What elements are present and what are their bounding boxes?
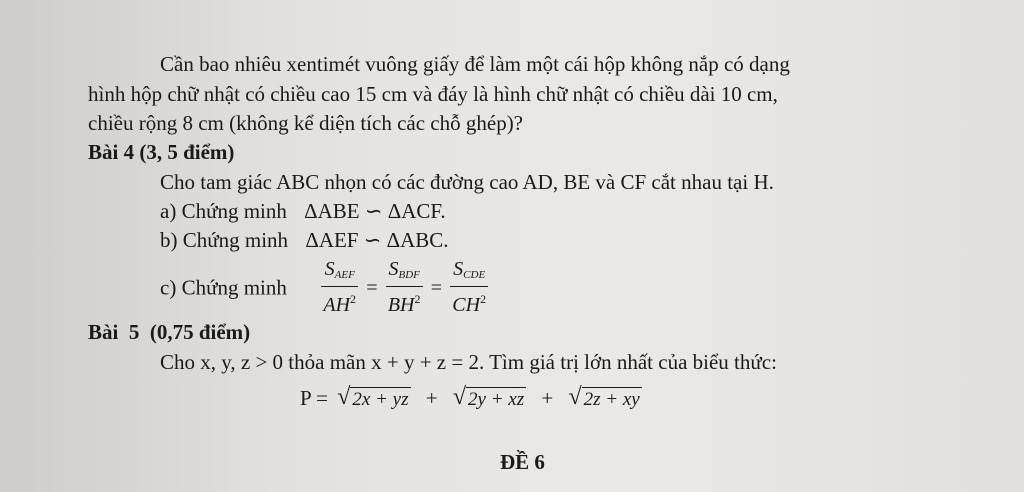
frac1-den: AH	[323, 294, 351, 316]
frac1-den-sup: 2	[350, 292, 357, 306]
radicand-3: 2z + xy	[583, 389, 640, 411]
frac3-num-sub: CDE	[463, 269, 486, 281]
plus-sign-1: +	[425, 386, 438, 411]
problem4-intro: Cho tam giác ABC nhọn có các đường cao AD, BE và CF cắt nhau tại H.	[160, 170, 774, 194]
frac2-num-sub: BDF	[398, 269, 420, 281]
fraction-cde	[450, 258, 488, 317]
frac2-den: BH	[387, 294, 415, 316]
fraction-aef	[321, 258, 358, 317]
frac2-num: S	[388, 258, 399, 280]
sqrt-term-2: √ 2y + xz	[452, 384, 525, 411]
sqrt-term-1: √ 2x + yz	[337, 384, 409, 411]
frac2-den-sup: 2	[414, 292, 421, 306]
part-a-math: ΔABE ∽ ΔACF.	[304, 199, 446, 223]
equals-sign-1: =	[366, 276, 378, 299]
part-a-label: a) Chứng minh	[160, 199, 287, 223]
problem3-line1: Cần bao nhiêu xentimét vuông giấy để làm một cái hộp không nắp có dạng	[160, 52, 790, 76]
plus-sign-2: +	[541, 386, 554, 411]
part-b-label: b) Chứng minh	[160, 228, 289, 252]
frac3-den: CH	[452, 294, 481, 316]
problem5-heading: Bài 5 (0,75 điểm)	[88, 320, 251, 344]
sqrt-term-3: √ 2z + xy	[568, 384, 640, 411]
problem5-intro: Cho x, y, z > 0 thỏa mãn x + y + z = 2. Tìm giá trị lớn nhất của biểu thức:	[160, 350, 777, 374]
part-b-math: ΔAEF ∽ ΔABC.	[305, 228, 449, 252]
fraction-bdf	[386, 258, 423, 317]
frac3-den-sup: 2	[480, 292, 487, 306]
frac1-num: S	[324, 258, 335, 280]
problem4-part-c	[160, 258, 490, 317]
radicand-1: 2x + yz	[352, 389, 409, 411]
problem3-line3: chiều rộng 8 cm (không kể diện tích các chỗ ghép)?	[88, 111, 524, 135]
part-c-label: c) Chứng minh	[160, 275, 287, 300]
p-label: P =	[300, 386, 328, 411]
frac1-num-sub: AEF	[334, 269, 355, 281]
problem5-expression	[300, 380, 646, 414]
problem4-heading: Bài 4 (3, 5 điểm)	[88, 140, 235, 164]
exam-label: ĐỀ 6	[500, 450, 545, 474]
radicand-2: 2y + xz	[468, 389, 525, 411]
equals-sign-2: =	[430, 276, 443, 299]
problem4-part-b	[160, 228, 449, 252]
problem4-part-a	[160, 199, 446, 223]
problem3-line2: hình hộp chữ nhật có chiều cao 15 cm và đáy là hình chữ nhật có chiều dài 10 cm,	[88, 82, 778, 106]
frac3-num: S	[453, 258, 464, 280]
